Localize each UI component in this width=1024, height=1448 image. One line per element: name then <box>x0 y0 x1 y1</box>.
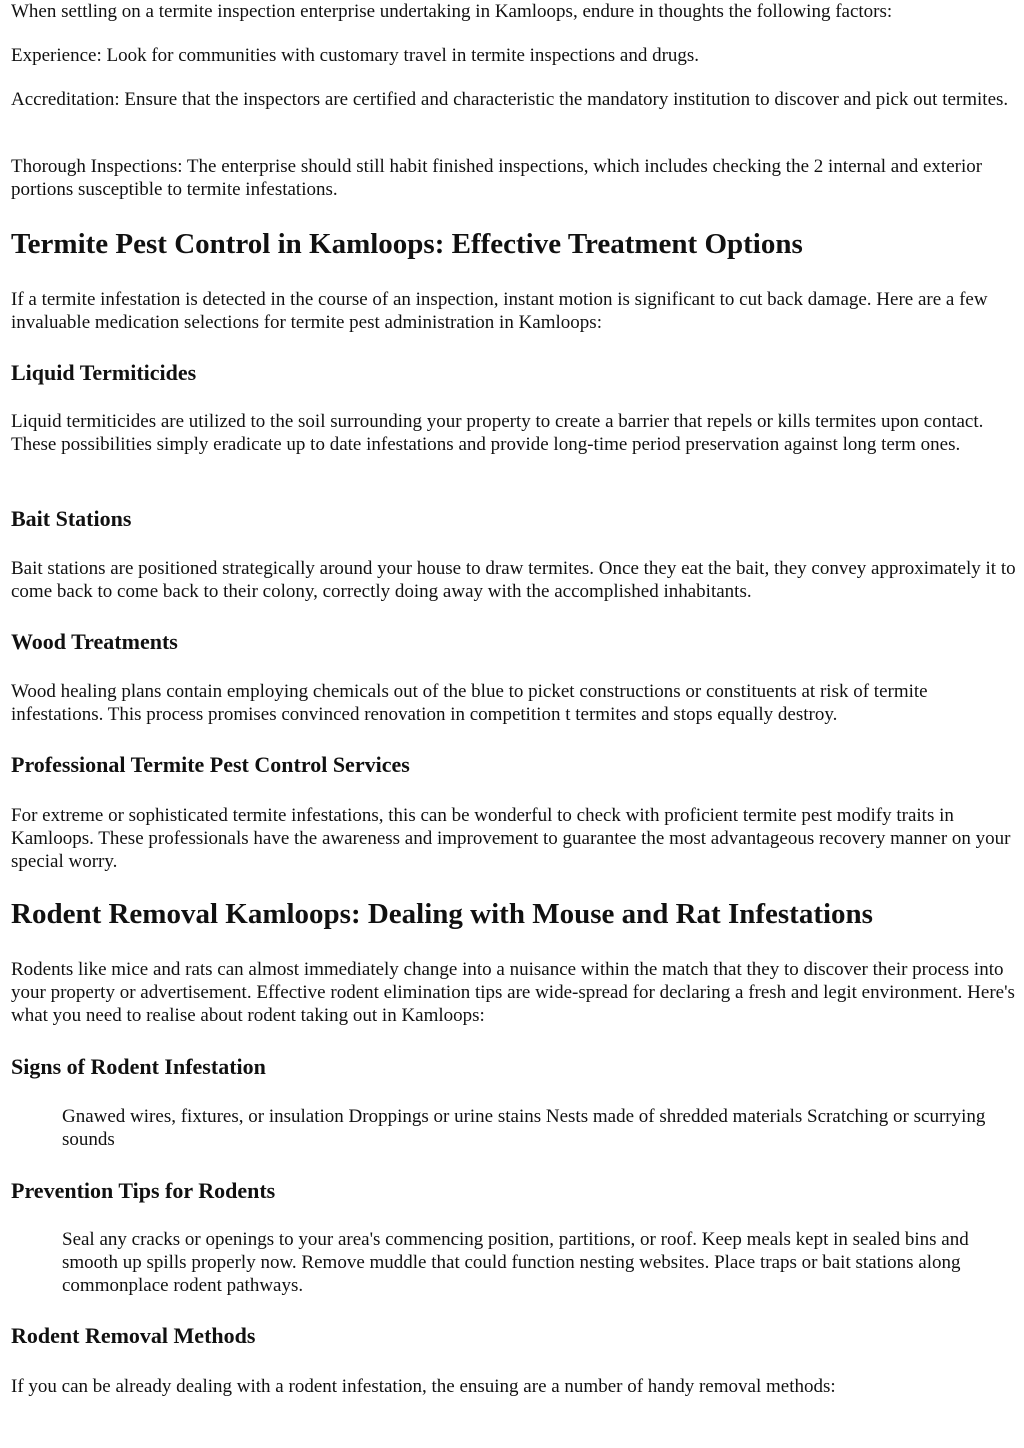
liquid-termiticides-paragraph: Liquid termiticides are utilized to the soil surrounding your property to create a barrier that repels or kills termites upon contact. These possibilities simply eradicate up to date infestations and provide long-time period preservation against long term ones. <box>11 411 984 455</box>
professional-services-paragraph: For extreme or sophisticated termite infestations, this can be wonderful to check with proficient termite pest modify traits in Kamloops. These professionals have the awareness and improvement to guarantee the most advantageous recovery manner on your special worry. <box>11 805 1011 872</box>
rodent-methods-paragraph: If you can be already dealing with a rodent infestation, the ensuing are a number of handy removal methods: <box>11 1376 836 1397</box>
rodent-signs-heading: Signs of Rodent Infestation <box>11 1054 266 1079</box>
accreditation-paragraph: Accreditation: Ensure that the inspectors are certified and characteristic the mandatory institution to discover and pick out termites. <box>11 89 1009 110</box>
rodent-methods-heading: Rodent Removal Methods <box>11 1323 256 1348</box>
professional-services-heading: Professional Termite Pest Control Services <box>11 752 410 777</box>
intro-paragraph: When settling on a termite inspection enterprise undertaking in Kamloops, endure in thoughts the following factors: <box>11 1 893 22</box>
rodent-removal-heading: Rodent Removal Kamloops: Dealing with Mouse and Rat Infestations <box>11 898 873 930</box>
wood-treatments-paragraph: Wood healing plans contain employing chemicals out of the blue to picket constructions or constituents at risk of termite infestations. This process promises convinced renovation in competition t termites and stops equally destroy. <box>11 681 928 725</box>
rodent-signs-list: Gnawed wires, fixtures, or insulation Droppings or urine stains Nests made of shredded materials Scratching or scurrying sounds <box>62 1106 986 1150</box>
termite-control-heading: Termite Pest Control in Kamloops: Effective Treatment Options <box>11 228 803 260</box>
rodent-prevention-list: Seal any cracks or openings to your area's commencing position, partitions, or roof. Keep meals kept in sealed bins and smooth up spills properly now. Remove muddle that could function nesting websites. Place traps or bait stations along commonplace rodent pathways. <box>62 1229 969 1296</box>
bait-stations-heading: Bait Stations <box>11 506 132 531</box>
liquid-termiticides-heading: Liquid Termiticides <box>11 360 197 385</box>
thorough-inspections-paragraph: Thorough Inspections: The enterprise should still habit finished inspections, which includes checking the 2 internal and exterior portions susceptible to termite infestations. <box>11 156 983 200</box>
wood-treatments-heading: Wood Treatments <box>11 629 178 654</box>
rodent-intro-paragraph: Rodents like mice and rats can almost immediately change into a nuisance within the match that they to discover their process into your property or advertisement. Effective rodent elimination tips are wide-spread for declaring a fresh and legit environment. Here's what you need to realise about rodent taking out in Kamloops: <box>11 959 1015 1026</box>
experience-paragraph: Experience: Look for communities with customary travel in termite inspections and drugs. <box>11 45 700 66</box>
rodent-prevention-heading: Prevention Tips for Rodents <box>11 1178 276 1203</box>
termite-intro-paragraph: If a termite infestation is detected in the course of an inspection, instant motion is significant to cut back damage. Here are a few invaluable medication selections for termite pest administration in Kamloops: <box>11 289 988 333</box>
bait-stations-paragraph: Bait stations are positioned strategically around your house to draw termites. Once they eat the bait, they convey approximately it to come back to come back to their colony, correctly doing away with the accomplished inhabitants. <box>11 558 1016 602</box>
